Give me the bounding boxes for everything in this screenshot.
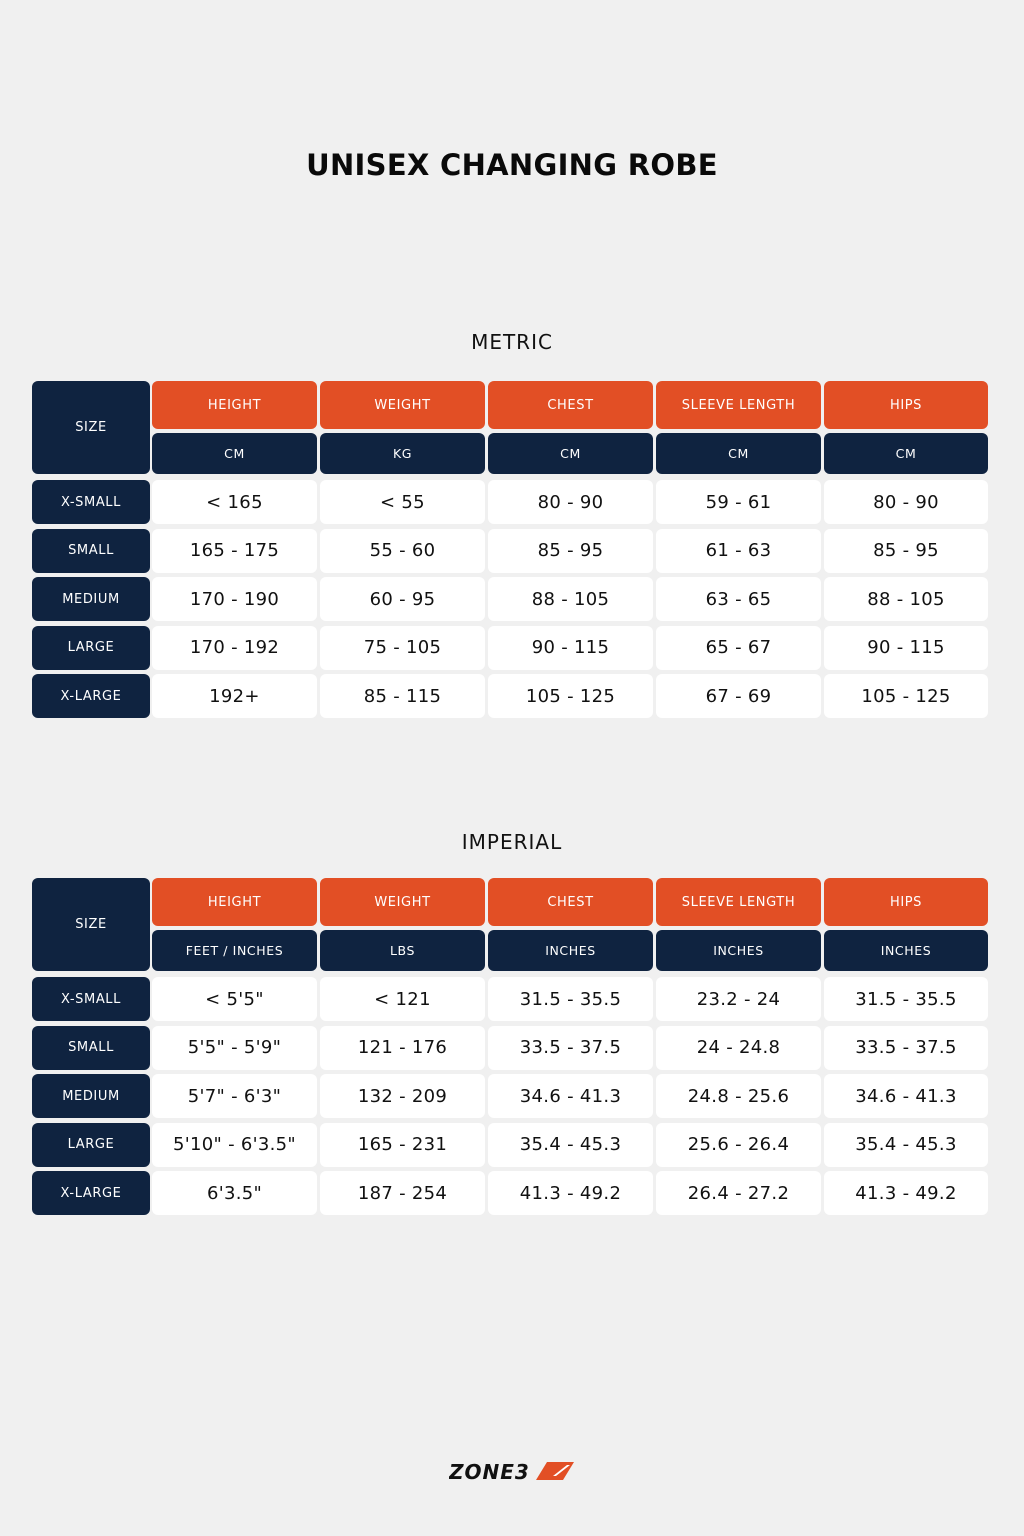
metric-cell-large-height: 170 - 192 — [152, 626, 317, 670]
metric-cell-large-weight: 75 - 105 — [320, 626, 485, 670]
metric-cell-large-chest: 90 - 115 — [488, 626, 653, 670]
imperial-cell-small-sleeve-length: 24 - 24.8 — [656, 1026, 821, 1070]
metric-unit-header-weight: KG — [320, 433, 485, 474]
metric-size-table — [32, 381, 988, 719]
imperial-cell-large-sleeve-length: 25.6 - 26.4 — [656, 1123, 821, 1167]
metric-unit-header-sleeve-length: CM — [656, 433, 821, 474]
imperial-cell-x-small-hips: 31.5 - 35.5 — [824, 977, 988, 1021]
page-title: UNISEX CHANGING ROBE — [306, 148, 718, 182]
imperial-row-size-x-large: X-LARGE — [32, 1171, 150, 1215]
metric-cell-small-chest: 85 - 95 — [488, 529, 653, 573]
imperial-row-size-small: SMALL — [32, 1026, 150, 1070]
metric-cell-x-small-hips: 80 - 90 — [824, 480, 988, 524]
metric-unit-header-chest: CM — [488, 433, 653, 474]
metric-unit-header-hips: CM — [824, 433, 988, 474]
metric-column-header-height: HEIGHT — [152, 381, 317, 429]
metric-cell-x-large-height: 192+ — [152, 674, 317, 718]
imperial-unit-header-chest: INCHES — [488, 930, 653, 971]
imperial-unit-header-height: FEET / INCHES — [152, 930, 317, 971]
metric-cell-medium-height: 170 - 190 — [152, 577, 317, 621]
imperial-section-title: IMPERIAL — [461, 830, 563, 854]
metric-size-header: SIZE — [32, 381, 150, 474]
imperial-row-size-medium: MEDIUM — [32, 1074, 150, 1118]
imperial-column-header-chest: CHEST — [488, 878, 653, 926]
metric-cell-large-sleeve-length: 65 - 67 — [656, 626, 821, 670]
metric-row-size-medium: MEDIUM — [32, 577, 150, 621]
metric-cell-medium-weight: 60 - 95 — [320, 577, 485, 621]
metric-cell-x-small-sleeve-length: 59 - 61 — [656, 480, 821, 524]
imperial-cell-large-height: 5'10" - 6'3.5" — [152, 1123, 317, 1167]
imperial-size-header: SIZE — [32, 878, 150, 971]
imperial-cell-x-large-weight: 187 - 254 — [320, 1171, 485, 1215]
metric-cell-x-small-height: < 165 — [152, 480, 317, 524]
imperial-cell-x-large-height: 6'3.5" — [152, 1171, 317, 1215]
imperial-cell-medium-height: 5'7" - 6'3" — [152, 1074, 317, 1118]
metric-cell-x-large-chest: 105 - 125 — [488, 674, 653, 718]
imperial-cell-large-chest: 35.4 - 45.3 — [488, 1123, 653, 1167]
metric-cell-large-hips: 90 - 115 — [824, 626, 988, 670]
metric-section-title: METRIC — [471, 330, 553, 354]
imperial-cell-medium-weight: 132 - 209 — [320, 1074, 485, 1118]
metric-cell-small-sleeve-length: 61 - 63 — [656, 529, 821, 573]
imperial-column-header-weight: WEIGHT — [320, 878, 485, 926]
imperial-unit-header-sleeve-length: INCHES — [656, 930, 821, 971]
imperial-cell-x-large-chest: 41.3 - 49.2 — [488, 1171, 653, 1215]
zone3-flag-icon — [449, 1458, 579, 1484]
imperial-column-header-sleeve-length: SLEEVE LENGTH — [656, 878, 821, 926]
imperial-cell-x-large-hips: 41.3 - 49.2 — [824, 1171, 988, 1215]
imperial-column-header-height: HEIGHT — [152, 878, 317, 926]
metric-row-size-small: SMALL — [32, 529, 150, 573]
metric-cell-small-weight: 55 - 60 — [320, 529, 485, 573]
metric-cell-x-large-sleeve-length: 67 - 69 — [656, 674, 821, 718]
imperial-cell-small-weight: 121 - 176 — [320, 1026, 485, 1070]
metric-column-header-hips: HIPS — [824, 381, 988, 429]
metric-cell-small-hips: 85 - 95 — [824, 529, 988, 573]
imperial-cell-small-height: 5'5" - 5'9" — [152, 1026, 317, 1070]
imperial-cell-medium-chest: 34.6 - 41.3 — [488, 1074, 653, 1118]
metric-row-size-x-small: X-SMALL — [32, 480, 150, 524]
imperial-cell-small-chest: 33.5 - 37.5 — [488, 1026, 653, 1070]
zone3-logo — [449, 1458, 579, 1484]
metric-column-header-weight: WEIGHT — [320, 381, 485, 429]
imperial-unit-header-hips: INCHES — [824, 930, 988, 971]
imperial-column-header-hips: HIPS — [824, 878, 988, 926]
imperial-cell-x-small-weight: < 121 — [320, 977, 485, 1021]
imperial-cell-x-small-sleeve-length: 23.2 - 24 — [656, 977, 821, 1021]
metric-column-header-sleeve-length: SLEEVE LENGTH — [656, 381, 821, 429]
logo-wordmark: ZONE3 — [449, 1460, 530, 1484]
imperial-cell-x-small-height: < 5'5" — [152, 977, 317, 1021]
imperial-cell-x-small-chest: 31.5 - 35.5 — [488, 977, 653, 1021]
imperial-cell-small-hips: 33.5 - 37.5 — [824, 1026, 988, 1070]
imperial-cell-x-large-sleeve-length: 26.4 - 27.2 — [656, 1171, 821, 1215]
metric-cell-medium-chest: 88 - 105 — [488, 577, 653, 621]
metric-column-header-chest: CHEST — [488, 381, 653, 429]
metric-row-size-x-large: X-LARGE — [32, 674, 150, 718]
metric-cell-small-height: 165 - 175 — [152, 529, 317, 573]
metric-cell-medium-hips: 88 - 105 — [824, 577, 988, 621]
imperial-cell-large-weight: 165 - 231 — [320, 1123, 485, 1167]
metric-cell-x-small-weight: < 55 — [320, 480, 485, 524]
imperial-cell-large-hips: 35.4 - 45.3 — [824, 1123, 988, 1167]
metric-cell-x-large-hips: 105 - 125 — [824, 674, 988, 718]
metric-cell-medium-sleeve-length: 63 - 65 — [656, 577, 821, 621]
metric-cell-x-large-weight: 85 - 115 — [320, 674, 485, 718]
imperial-row-size-large: LARGE — [32, 1123, 150, 1167]
imperial-cell-medium-hips: 34.6 - 41.3 — [824, 1074, 988, 1118]
metric-cell-x-small-chest: 80 - 90 — [488, 480, 653, 524]
imperial-unit-header-weight: LBS — [320, 930, 485, 971]
metric-row-size-large: LARGE — [32, 626, 150, 670]
imperial-size-table — [32, 878, 988, 1216]
imperial-cell-medium-sleeve-length: 24.8 - 25.6 — [656, 1074, 821, 1118]
metric-unit-header-height: CM — [152, 433, 317, 474]
imperial-row-size-x-small: X-SMALL — [32, 977, 150, 1021]
